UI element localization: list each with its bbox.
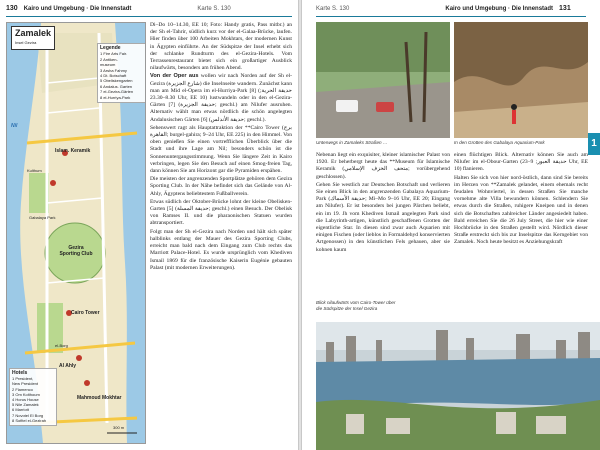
label-al-ahly: Al Ahly: [59, 363, 77, 369]
label-cairo-tower: Cairo Tower: [71, 310, 100, 316]
map-hotels-list: [9, 368, 57, 426]
hotel-item: 5 Nile Zamalek: [12, 402, 39, 408]
legend-item: museum: [100, 62, 116, 68]
left-header-rule: [6, 16, 292, 17]
paragraph: einen flüchtigen Blick. Alternativ können Sie auch am Nilufer im el-Obour-Garten (حديقة العبور; 9–23 Uhr, EE 10) flanieren.: [454, 152, 588, 173]
hotel-item: 2 Flamenco: [12, 386, 33, 392]
hotel-item: 8 Sofitel el-Gezirah: [12, 417, 47, 423]
marker-al-ahly: [76, 355, 82, 361]
hotel-item: New President: [12, 381, 39, 387]
left-running-title: Kairo und Umgebung · Die Innenstadt: [23, 6, 132, 12]
hotel-item: 7 Novotel El Borg: [12, 412, 44, 418]
photo-zamalek-street: [316, 22, 450, 138]
zamalek-map: [6, 22, 146, 444]
legend-item: 3 Arsha Fahmy: [100, 67, 127, 73]
hotel-item: 6 Marriott: [12, 407, 29, 413]
paragraph: Von der Oper aus wollen wir nach Norden auf der Sh el-Gezira (شارع الجزيرة) die Inselnseite wandern. Zunächst kann man am Mid el-Opera im el-Hurriya-Park [8] (حديقة الحرية; 8.30–23.30 Uhr, EE 10) lustwandeln oder in den el-Gezira-Gärten [7] (حديقة الجزيرة; geschl.) am Nilufer ausruhen. Alternativ wählt man etwas nördlich die schön angelegten Andalusischen Gärten [6] (حديقة الأندلس; geschl.).: [150, 73, 292, 123]
label-islam-keramik: Islam. Keramik: [55, 148, 91, 154]
label-mahmoud-mokhtar: Mahmoud Mokhtar: [77, 395, 122, 401]
hotels-title: Hotels: [12, 370, 28, 376]
label-el-borg: el-Borg: [55, 343, 68, 348]
map-legend: [97, 43, 146, 103]
paragraph: Sehenswert ragt als Hauptattraktion der **Cairo Tower (برج القاهرة; burgel-gahira; 9–24 Uhr, EE 225) in den Himmel. Von oben genießen Sie einen vortrefflichen Überblick über die Stadt und ihre Lage am Nil; besonders schön ist die Sonnenuntergangsstimmung. Wenn Sie längere Zeit in Kairo verbringen, legen Sie den Besuch auf einen Smog-freien Tag, dann können Sie am Horizont gar die Pyramiden erspähen.: [150, 124, 292, 175]
photo-gabalaya-grotto: [454, 22, 588, 138]
right-running-title: Kairo und Umgebung · Die Innenstadt: [445, 6, 554, 12]
label-kulthum: Kulthum: [27, 168, 42, 173]
right-map-ref: Karte S. 130: [316, 6, 350, 12]
photo-nile-panorama: [316, 322, 600, 450]
right-header-rule: [316, 16, 586, 17]
left-page: [0, 0, 298, 450]
map-subtitle: Insel Gezira: [15, 40, 37, 45]
paragraph: Die meisten der angrenzenden Sportplätze gehören dem Gezira Sporting Club. In der Nähe befindet sich das Gelände von Al-Ahly, Ägyptens beliebtestem Fußballverein.: [150, 176, 292, 197]
legend-item: 1 Fire Arts Fair.: [100, 51, 128, 57]
marker-opera: [84, 380, 90, 386]
label-gezira-club: Gezira Sporting Club: [59, 245, 93, 257]
left-page-number: 130: [6, 5, 18, 12]
label-scale: 300 m: [113, 425, 125, 430]
paragraph: Folgt man der Sh el-Gezira nach Norden und hält sich später halblinks entlang der Mauer des Gezira Sporting Clubs, erreicht man bald nach dem Eingang zum Club rechts das Marriott Palace-Hotel. Es wurde ursprünglich vom Khediven Ismail 1869 für die französische Kaiserin Eugénie gebauten Palast (mit modernen Erweiterungen).: [150, 228, 292, 271]
caption-zamalek: Unterwegs in Zamaleks Straßen …: [316, 140, 388, 145]
right-header: [316, 3, 571, 15]
right-text-column-1: [316, 152, 450, 298]
left-map-ref: Karte S. 130: [197, 6, 231, 12]
hotel-item: 1 President,: [12, 376, 34, 382]
legend-item: 6 Andalus. Garten: [100, 83, 133, 89]
chapter-tab: 1: [588, 133, 600, 155]
legend-title: Legende: [100, 45, 121, 51]
legend-item: 7 el-Gezira-Gärten: [100, 89, 134, 95]
map-title: Zamalek Insel Gezira: [11, 26, 55, 50]
caption-grotto: In den Grotten des Gabalaya Aquarium-Park: [454, 140, 545, 145]
paragraph: Di–Do 10–14.30, EE 10; Foto: Handy gratis, Pass mitbr.) an der Sh el-Tahrir, südlich kurz vor der el-Galaa-Brücke, laufen. Hier finden über 100 Arbeiten Mokhtars, der modernen Kunst in Ägypten einführte. An der Südspitze der Insel erhebt sich der schlanke Rundturm des el-Gezira-Hotels. Vom Terrassenrestaurant bietet sich ein großartiger Ausblick nilaufwärts, besonders am frühen Abend.: [150, 22, 292, 72]
caption-panorama: Blick nilaufwärts vom Cairo-Tower über die Südspitze der Insel Gezira: [316, 300, 396, 311]
paragraph: Etwas südlich der Oktober-Brücke lohnt der kleine Obelisken-Garten [5] (حديقة المسلة; geschl.) einen Besuch. Der Obelisk von Ramses II. und die pharaonischen Statuen wurden abtransportiert.: [150, 198, 292, 227]
legend-item: 8 el-Hurriya-Park: [100, 94, 131, 100]
label-gabalaya: Gabalaya Park: [29, 215, 56, 220]
right-text-column-2: [454, 152, 588, 298]
legend-item: 2 Antiken-: [100, 56, 118, 62]
paragraph: Gehen Sie westlich zur Deutschen Botschaft und verlieren Sie einen Blick in den angrenzenden Gabalaya Aquarium-Park (حديقة الأسماك; Mi–Mo 9–16 Uhr, EE 20; Eingang am Nilufer). Er ist besonders bei jungen Pärchen beliebt, ein im 19. Jh vom Khediven Ismail angelegten Park sind die Labyrinth-artigen, künstlich geschaffenen Grotten der eigentliche Star. In diesen sind zwar auch Aquarien mit einigen Fischen (oder lieblos in Formaldehyd konservierten Artgenossen) in den künstlichen Fels gehauen, aber sie kohnen kaum: [316, 181, 450, 253]
hotel-item: 3 Om Kolthoum: [12, 391, 40, 397]
right-page: [302, 0, 600, 450]
left-header: [6, 3, 231, 15]
hotel-item: 4 Horus House: [12, 397, 39, 403]
bridge-26-july: [27, 133, 137, 143]
marker-aquarium: [50, 180, 56, 186]
right-page-number: 131: [559, 5, 571, 12]
label-nile: Nil: [11, 123, 18, 129]
legend-item: 5 Obeliskengarten: [100, 78, 133, 84]
legend-item: 4 Dt. Botschaft: [100, 73, 127, 79]
left-text-column: [150, 22, 292, 447]
paragraph: Nebenan liegt ein exquisiter, kleiner islamischer Palast von 1920. Er beherbergt heute das **Museum für Islamische Keramik (متحف الخزف الإسلامي; vorübergehend geschlossen).: [316, 152, 450, 180]
paragraph: Halten Sie sich von hier nord-östlich, dann sind Sie bereits im Herzen von **Zamalek gelandet, einem ehemals recht feudalen Wohnviertel, in dessen Straßen Sie manche vornehme alte Villa bewundern können. Schlendern Sie etwas durch die Straßen, ruhigere Kneipen und in denen sich die Botschaften zahlreicher Länder angesiedelt haben. Bald erreichen Sie die 26 July Street, die hier wie einer Hochbrücke in den Straßen gestellt wird. Nördlich dieser Straße erstreckt sich bis zur Inselspitze das Kerngebiet von Zamalek. Noch heute besitzt es Anziehungskraft: [454, 174, 588, 246]
lead-in: Von der Oper aus: [150, 73, 199, 80]
